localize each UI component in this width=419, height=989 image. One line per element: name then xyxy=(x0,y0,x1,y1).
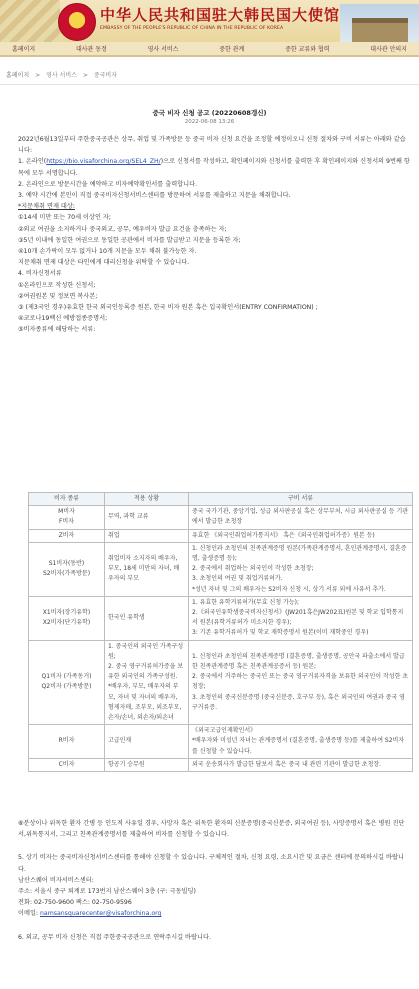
paragraph: ②외교 여권을 소지하거나 중국외교, 공무, 예우비자 발급 요건을 충족하는 자; xyxy=(18,225,227,233)
online-application-link[interactable]: https://bio.visaforchina.org/SEL4_ZH/ xyxy=(46,158,161,166)
visa-type-cell: Q1비자 (가족동거) Q2비자 (가족방문) xyxy=(29,640,105,725)
visa-docs-cell: 1. 유효한 유학거류허가(무효 신청 가능); 2.《외국인유학생중국비자신청서》(JW201혹은JW202표)원본 및 학교 입학통지서 원본(유학거류허가 미소지한 경우); 3: 기존 유학거류허가 및 학교 재학증명서 원본(이미 재학중인 경우) xyxy=(189,596,413,640)
paragraph: ③ (제3국인 경우)유효한 한국 외국인등록증 원본, 한국 비자 원본 혹은 입국확인서(ENTRY CONFIRMATION) ; xyxy=(18,304,318,312)
paragraph: ③5년 이내에 동일한 여권으로 동일한 공관에서 비자를 발급받고 지문을 등록한 자; xyxy=(18,236,241,244)
site-header xyxy=(0,0,419,42)
visa-case-cell: 항공기 승무원 xyxy=(105,758,189,771)
paragraph: 전화: 02-750-9600 팩스: 02-750-9596 xyxy=(18,899,132,907)
breadcrumb-current[interactable]: 중국비자 xyxy=(93,72,118,79)
breadcrumb xyxy=(6,70,121,79)
visa-type-cell: S1비자(동반) S2비자(가족방문) xyxy=(29,542,105,596)
visa-case-cell: 고급인재 xyxy=(105,725,189,759)
national-emblem-icon: ★ xyxy=(58,3,96,41)
nav-embassy-news[interactable]: 대사관 동정 xyxy=(75,46,107,53)
nav-relations[interactable]: 중한 관계 xyxy=(219,46,245,53)
visa-docs-cell: 중국 국가기관, 중앙기업, 성급 외사판공실 혹은 상무부처, 시급 외사판공실 등 기관에서 발급한 초청장 xyxy=(189,506,413,529)
visa-type-cell: R비자 xyxy=(29,725,105,759)
divider xyxy=(0,84,419,85)
paragraph: 3. 예약 시간에 본인이 직접 중국비자신청서비스센터를 방문하여 서류를 제출하고 지문을 채취합니다. xyxy=(18,192,291,200)
site-subtitle: EMBASSY OF THE PEOPLE'S REPUBLIC OF CHINA IN THE REPUBLIC OF KOREA xyxy=(100,26,284,31)
paragraph: ④코로나19백신 예방접종증명서; xyxy=(18,315,108,323)
paragraph-text: )으로 신청서를 작성하고, 확인페이지와 신청서를 출력한 후 확인페이지와 신청서의 9번째 항목에 모두 서명합니다. xyxy=(18,158,410,177)
breadcrumb-consular[interactable]: 영사 서비스 xyxy=(46,72,77,79)
visa-docs-cell: 1. 신청인과 초청인의 친족관계증명 원본(가족관계증명서, 혼인관계증명서, 결혼증명, 출생증명 등); 2. 중국에서 취업하는 외국인이 작성한 초청장; 3. 초청인의 여권 및 취업거류허가. *성년 자녀 및 그의 배우자는 S2비자 신청 시, 상기 서류 외에 사유서 추가. xyxy=(189,542,413,596)
visa-type-cell: X1비자(장기유학) X2비자(단기유학) xyxy=(29,596,105,640)
paragraph: 주소: 서울시 중구 퇴계로 173번지 남산스퀘어 3층 (구: 극동빌딩) xyxy=(18,888,196,896)
article-title: 중국 비자 신청 공고 (20220608갱신) xyxy=(152,109,267,117)
table-row xyxy=(29,596,413,640)
nav-embassy-guide[interactable]: 대사관 안의지 xyxy=(370,46,407,53)
paragraph: ①14세 미만 또는 70세 이상인 자; xyxy=(18,214,111,222)
article-date: 2022-06-08 13:26 xyxy=(184,119,235,125)
paragraph-text: 이메일: xyxy=(18,910,40,918)
paragraph: ⑥분상이나 위독한 환자 간병 등 인도적 사유일 경우, 사망자 혹은 위독한 환자의 신분증명(중국신분증, 외국여권 등), 사망증명서 혹은 병원 진단서,위독통지서, 그리고 친족관계증명서를 제출하여 비자를 신청할 수 있습니다. xyxy=(18,820,405,839)
column-header: 비자 종류 xyxy=(29,493,105,506)
paragraph: 5. 상기 비자는 중국비자신청서비스센터를 통해야 신청할 수 있습니다. 구체적인 절차, 신청 요령, 소요시간 및 요금은 센터에 문의하시길 바랍니다. xyxy=(18,854,404,873)
paragraph: 4. 비자신청서류 xyxy=(18,270,62,278)
embassy-building-image xyxy=(340,4,419,42)
paragraph: ⑤비자종류에 해당하는 서류: xyxy=(18,326,96,334)
paragraph: 지문채취 면제 대상은 타인에게 대리신청을 위탁할 수 있습니다. xyxy=(18,259,190,267)
paragraph: ②여권원본 및 정보면 복사본; xyxy=(18,292,98,300)
visa-case-cell: 취업 xyxy=(105,529,189,542)
paragraph: 2. 온라인으로 방문시간을 예약하고 비자예약확인서를 출력합니다. xyxy=(18,180,198,188)
paragraph: 남산스퀘어 비자서비스센터: xyxy=(18,876,94,884)
nav-exchange[interactable]: 중한 교류와 협력 xyxy=(285,46,330,53)
visa-type-cell: C비자 xyxy=(29,758,105,771)
article-body xyxy=(10,134,410,336)
table-row xyxy=(29,725,413,759)
table-row xyxy=(29,640,413,725)
table-row xyxy=(29,542,413,596)
column-header: 구비 서류 xyxy=(189,493,413,506)
table-row xyxy=(29,506,413,529)
table-row xyxy=(29,758,413,771)
paragraph: 6. 외교, 공무 비자 신청은 직접 주한중국공관으로 연락주시길 바랍니다. xyxy=(18,933,211,941)
paragraph: ①온라인으로 작성한 신청서; xyxy=(18,281,96,289)
table-row xyxy=(29,529,413,542)
visa-case-cell: 한국인 유학생 xyxy=(105,596,189,640)
breadcrumb-separator: > xyxy=(82,72,88,79)
visa-case-cell: 1. 중국인의 외국인 가족구성원; 2. 중국 영구거류허가증을 보유한 외국인의 가족구성원. *배우자, 부모, 배우자의 부모, 자녀 및 자녀의 배우자, 형제자매, 조부모, 외조부모, 손자/손녀, 외손자/외손녀 xyxy=(105,640,189,725)
nav-consular-service[interactable]: 영사 서비스 xyxy=(147,46,179,53)
visa-type-cell: M비자 F비자 xyxy=(29,506,105,529)
visa-requirements-table xyxy=(28,492,413,772)
article-footer xyxy=(10,818,410,943)
paragraph: 2022년6월13일부터 주한중국공관은 상무, 취업 및 가족방문 등 중국 비자 신청 요건을 조정할 예정이오니 신청 절차와 구비 서류는 아래와 같습니다: xyxy=(18,136,406,155)
visa-docs-cell: 《외국고급인재확인서》 *배우자와 미성년 자녀는 관계증명서 (결혼증명, 출생증명 등)를 제출하여 S2비자를 신청할 수 있습니다. xyxy=(189,725,413,759)
paragraph xyxy=(10,156,410,178)
main-nav xyxy=(0,42,419,57)
fingerprint-exempt-heading: *지문채취 면제 대상: xyxy=(18,203,75,211)
breadcrumb-home[interactable]: 홈페이지 xyxy=(6,72,30,79)
breadcrumb-separator: > xyxy=(35,72,41,79)
great-wall-decoration xyxy=(0,0,60,42)
visa-case-cell: 취업비자 소지자의 배우자, 부모, 18세 미만의 자녀, 배우자의 부모 xyxy=(105,542,189,596)
visa-case-cell: 무역, 과학 교류 xyxy=(105,506,189,529)
paragraph-text: 1. 온라인( xyxy=(18,158,47,166)
site-title[interactable]: 中华人民共和国驻大韩民国大使馆 xyxy=(100,6,341,24)
visa-docs-cell: 1. 신청인과 초청인의 친족관계증명 (결혼증명, 출생증명, 공안국 파출소에서 발급한 친족관계증명 혹은 친족관계공증서 등) 원본; 2. 중국에서 거주하는 중국인 또는 중국 영구거류자격을 보유한 외국인이 작성한 초청장; 3. 초청인의 중국신분증명 (중국신분증, 호구부 등), 혹은 외국인의 여권과 중국 영구거류증. xyxy=(189,640,413,725)
email-link[interactable]: namsansquarecenter@visaforchina.org xyxy=(39,910,162,918)
visa-docs-cell: 외국 운송회사가 발급한 담보서 혹은 중국 내 관련 기관이 발급한 초청장. xyxy=(189,758,413,771)
visa-docs-cell: 유효한 《외국인취업허가통지서》 혹은《외국인취업허가증》원본 등) xyxy=(189,529,413,542)
paragraph: ④10개 손가락이 모두 없거나 10개 지문을 모두 채취 불가능한 자. xyxy=(18,248,197,256)
visa-type-cell: Z비자 xyxy=(29,529,105,542)
paragraph xyxy=(10,908,410,919)
nav-home[interactable]: 홈페이지 xyxy=(12,46,36,53)
table-header-row xyxy=(29,493,413,506)
column-header: 적용 상황 xyxy=(105,493,189,506)
